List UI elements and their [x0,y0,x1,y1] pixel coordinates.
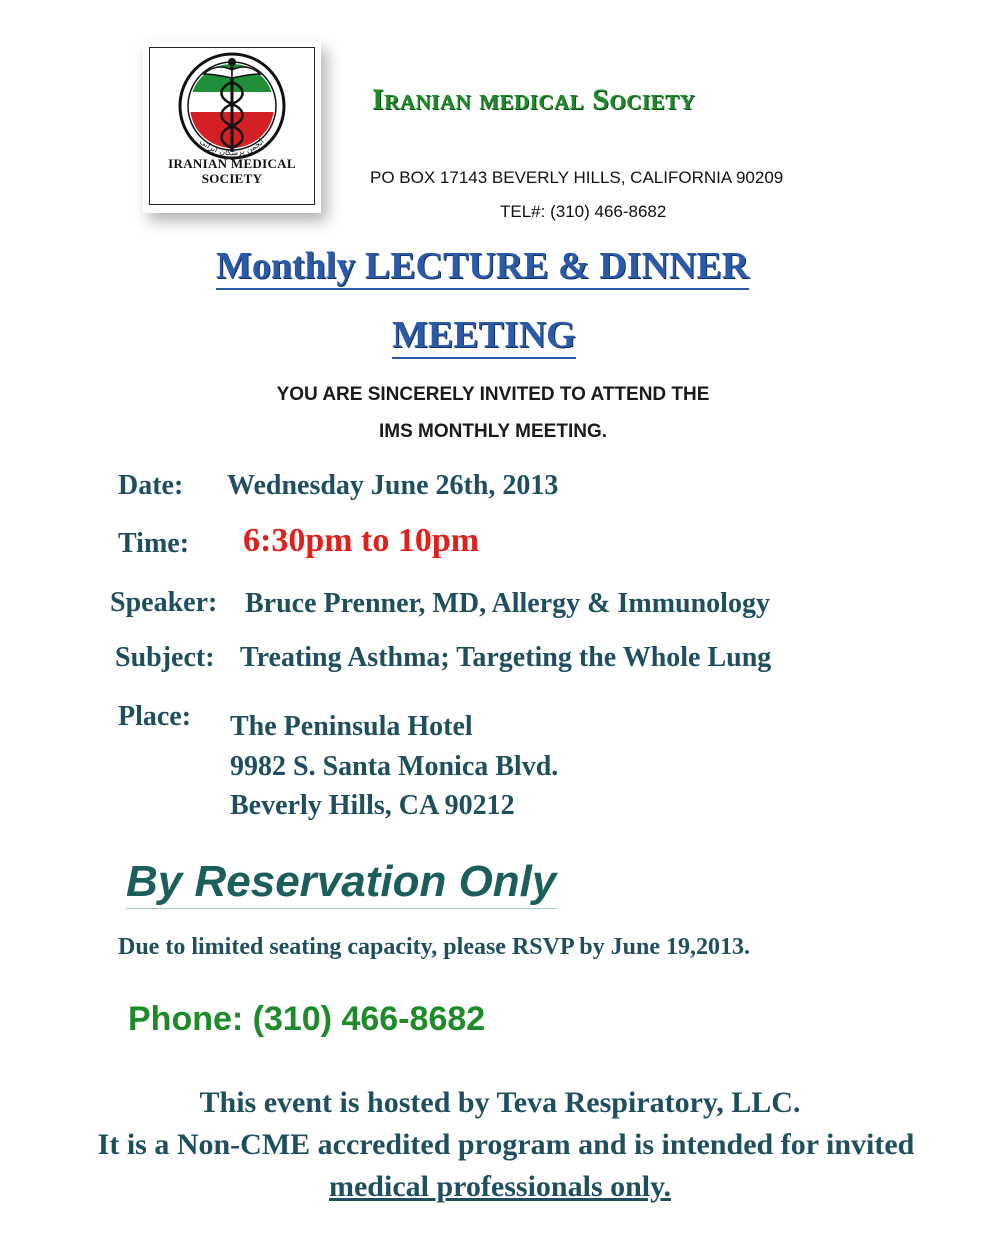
speaker-value: Bruce Prenner, MD, Allergy & Immunology [245,588,770,619]
logo-name-line1: IRANIAN MEDICAL [168,156,296,171]
subject-label: Subject: [115,642,215,673]
invitation-line2: IMS MONTHLY MEETING. [378,421,608,442]
date-value: Wednesday June 26th, 2013 [227,470,559,501]
header-telephone: TEL#: (310) 466-8682 [500,202,667,221]
logo-name-line2: SOCIETY [201,171,263,186]
logo-arc-text: انجمن پزشکان ایرانی [198,136,266,158]
rsvp-note: Due to limited seating capacity, please RSVP by June 19,2013. [118,934,751,960]
place-label: Place: [118,701,192,732]
date-label: Date: [118,470,184,501]
time-label: Time: [118,528,190,559]
meeting-title-line1: Monthly LECTURE & DINNER [216,244,749,290]
footer-line3 [0,1170,1000,1204]
logo-frame [149,47,315,205]
postal-address: PO BOX 17143 BEVERLY HILLS, CALIFORNIA 90209 [370,168,784,187]
time-value: 6:30pm to 10pm [243,522,480,559]
meeting-title-line2: MEETING [392,313,576,359]
speaker-label: Speaker: [110,587,218,618]
footer-line3-text: medical professionals only. [329,1170,671,1203]
subject-value: Treating Asthma; Targeting the Whole Lung [240,642,772,673]
place-line2: 9982 S. Santa Monica Blvd. [230,751,559,782]
place-line3: Beverly Hills, CA 90212 [230,790,515,821]
footer-line2: It is a Non-CME accredited program and is intended for invited [97,1128,915,1161]
society-logo [143,41,321,213]
society-name: Iranian medical Society [372,83,696,116]
footer-line1: This event is hosted by Teva Respiratory, LLC. [199,1086,801,1119]
reservation-phone: Phone: (310) 466-8682 [128,1000,486,1038]
reservation-heading: By Reservation Only [126,856,556,909]
invitation-line1: YOU ARE SINCERELY INVITED TO ATTEND THE [276,384,710,405]
place-line1: The Peninsula Hotel [230,711,473,742]
